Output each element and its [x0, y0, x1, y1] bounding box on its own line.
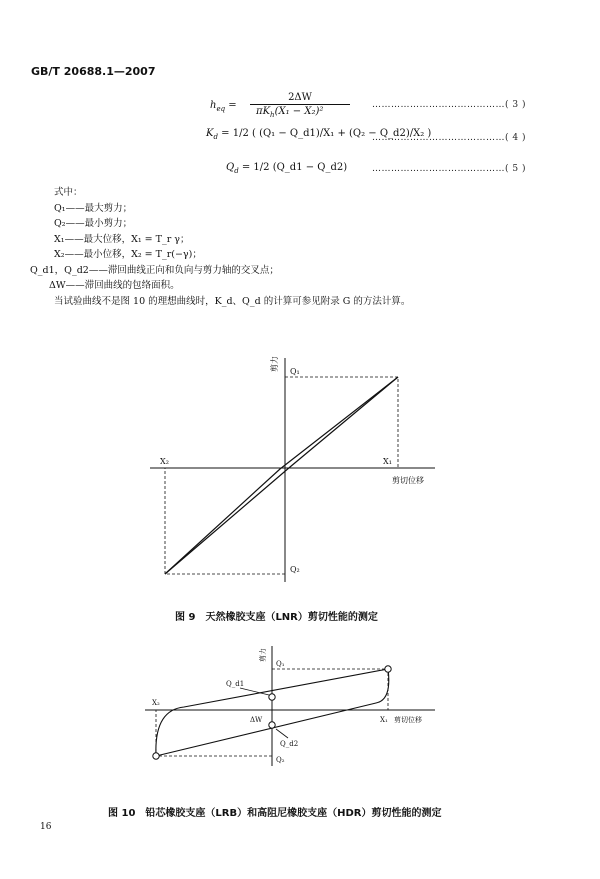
definition-item: X₁——最大位移，X₁ = T_r γ；	[54, 233, 190, 245]
definitions-block	[30, 185, 410, 309]
figure-10-caption: 图 10 铅芯橡胶支座（LRB）和高阻尼橡胶支座（HDR）剪切性能的测定	[108, 808, 442, 819]
definition-item: Q_d1，Q_d2——滞回曲线正向和负向与剪力轴的交叉点；	[30, 264, 279, 276]
dot-leader: ……………………………………( 5 )	[372, 164, 526, 174]
x2-label: X₂	[160, 457, 169, 466]
equation-4: $K_d = 1/2$ ( (Q₁ − Q_d1)/X₁ + (Q₂ − Q_d2)/X₂ )	[206, 128, 432, 141]
x-axis-label: 剪切位移	[392, 476, 424, 485]
dot-leader: ……………………………………( 4 )	[372, 133, 526, 143]
min-point-marker	[153, 753, 159, 759]
page-number: 16	[40, 822, 52, 832]
unloading-curve	[165, 377, 398, 574]
figure-9-diagram	[140, 350, 440, 585]
y-axis-label: 剪力	[270, 356, 279, 372]
q2-label: Q₂	[290, 565, 300, 574]
definitions-note: 当试验曲线不是图 10 的理想曲线时，K_d、Q_d 的计算可参见附录 G 的方法计算。	[54, 295, 411, 307]
qd2-intercept-marker	[269, 722, 275, 728]
q1-label: Q₁	[290, 367, 300, 376]
standard-number: GB/T 20688.1—2007	[31, 65, 156, 78]
qd2-leader	[276, 729, 288, 738]
definitions-intro: 式中：	[54, 187, 83, 198]
x-axis-label: 剪切位移	[394, 716, 422, 724]
definition-item: Q₁——最大剪力；	[54, 202, 133, 214]
qd2-label: Q_d2	[280, 740, 299, 748]
equation-3: $h_{eq}$ = 2ΔW $\pi K_h(X_1 - X_2)^2$	[210, 92, 370, 120]
equation-5: $Q_d = 1/2$ (Q_d1 − Q_d2)	[226, 162, 348, 175]
q2-label: Q₂	[276, 756, 285, 764]
x1-label: X₁	[383, 457, 392, 466]
delta-w-label: ΔW	[250, 716, 263, 724]
x1-label: X₁	[380, 716, 388, 724]
qd1-intercept-marker	[269, 694, 275, 700]
max-point-marker	[385, 666, 391, 672]
figure-9-caption: 图 9 天然橡胶支座（LNR）剪切性能的测定	[175, 612, 378, 623]
q1-label: Q₁	[276, 660, 285, 668]
figure-10-diagram	[140, 642, 440, 770]
definition-item: X₂——最小位移，X₂ = T_r(−γ)；	[54, 249, 202, 260]
definition-item: Q₂——最小剪力；	[54, 218, 133, 229]
qd1-label: Q_d1	[226, 680, 245, 688]
dot-leader: ……………………………………( 3 )	[372, 100, 526, 110]
definition-item: ΔW——滞回曲线的包络面积。	[49, 280, 180, 291]
y-axis-label: 剪力	[259, 648, 267, 662]
x2-label: X₂	[152, 699, 160, 707]
